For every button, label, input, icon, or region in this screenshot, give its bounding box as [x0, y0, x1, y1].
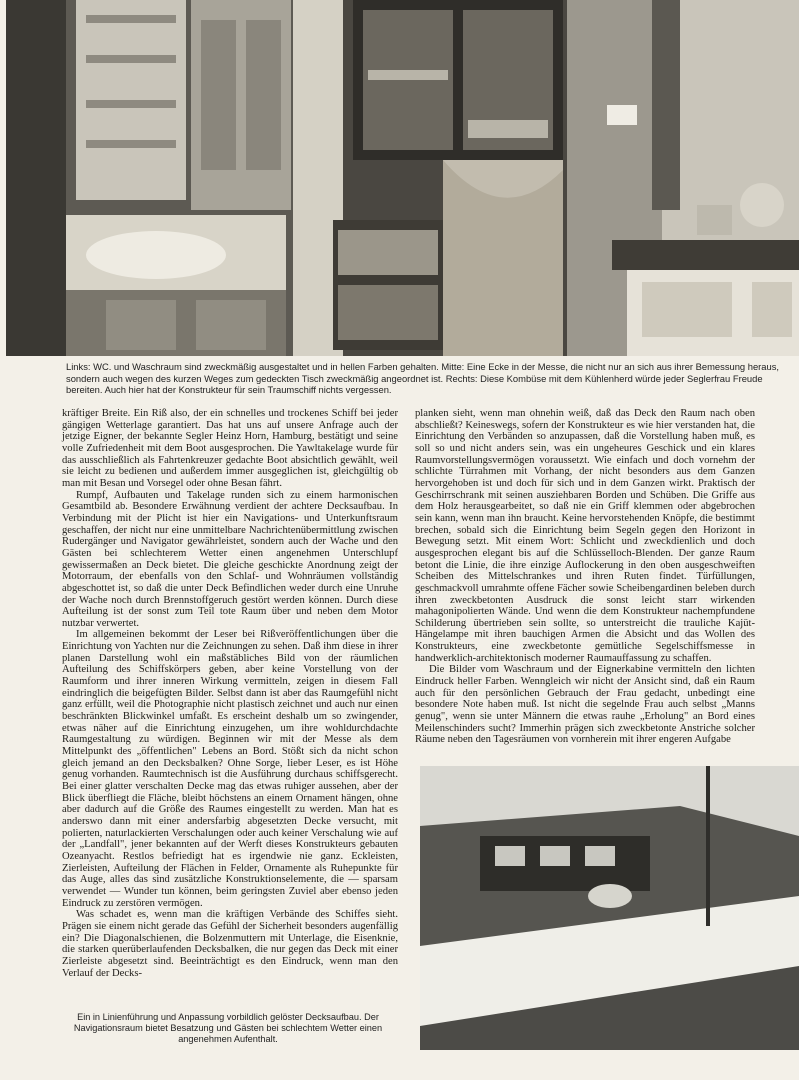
paragraph: Rumpf, Aufbauten und Takelage runden sich zu einem harmonischen Gesamtbild ab. Besondere Erwähnung verdient der achtere Decksaufbau. In Verbindung mit der Plicht ist hier ein Navigations- und Unterkunftsraum geschaffen, der nicht nur eine unmittelbare Nachrichtenübermittlung zwischen Rudergänger und Navigator gewährleistet, sondern auch der Wache und den Gästen bei schlechterem Wetter einen angenehmen Unterschlupf gewissermaßen an Deck bietet. Die gleiche geschickte Anordnung zeigt der Motorraum, der ebenfalls von den Schlaf- und Wohnräumen vollständig abgeschottet ist, so daß die unter Deck Befindlichen weder durch eine Unruhe der Wache noch durch Brennstoffgeruch gestört werden können. Durch diese Aufteilung ist der sonst zum Teil tote Raum über und neben dem Motor nutzbar verwertet. — [62, 489, 398, 629]
paragraph: planken sieht, wenn man ohnehin weiß, daß das Deck den Raum nach oben abschließt? Keineswegs, sofern der Konstrukteur es wie hier verstanden hat, die Einrichtung den Verbänden so anzupassen, daß die Vorstellung haben muß, es soll so und nicht anders sein, was ein ungeheures Geschick und ein klares Raumvorstellungsvermögen voraussetzt. Wie einfach und doch vornehm der schlichte Türrahmen mit Vorhang, der nicht besonders aus dem Ganzen hervorgehoben ist und doch für sich und in dem Ganzen wirkt. Praktisch der Geschirrschrank mit seinen ausziehbaren Borden und Schüben. Die Griffe aus dem Holz herausgearbeitet, so daß nie ein Griff klemmen oder abgebrochen sein kann, wenn man ihn braucht. Keine hervorstehenden Knöpfe, die bestimmt brechen, sobald sich die Einrichtung beim Segeln gegen den Horizont in Bewegung setzt. Mit einem Wort: Schlicht und zweckdienlich und doch ausgesprochen elegant bis auf die Schlüsselloch-Blenden. Der ganze Raum betont die Linie, die ihre einzige Auflockerung in den oben ausgeschweiften Scheiben des Mittelschrankes und ihren Ruten findet. Türfüllungen, geschmackvoll umrahmte offene Fächer sowie Scheibengardinen beleben durch ihren zweckbetonten Ausdruck die sonst leicht starr wirkenden mahagonipolierten Wände. Und wenn die dem Konstrukteur nachempfundene Schilderung übertrieben sein sollte, so unterstreicht die trauliche Kajüt-Hängelampe mit ihren bauchigen Armen die Absicht und das Wollen des Konstrukteurs, eine zweckbetonte gemütliche Segelschiffsmesse in handwerklich-architektonisch moderner Raumauffassung zu schaffen. — [415, 408, 755, 664]
top-photo-caption: Links: WC. und Waschraum sind zweckmäßig ausgestaltet und in hellen Farben gehalten. Mitte: Eine Ecke in der Messe, die nicht nur an sich aus ihrer Bemessung heraus, sondern auch wegen des kurzen Weges zum gedeckten Tisch zweckmäßig angeordnet ist. Rechts: Diese Kombüse mit dem Kühlenherd würde jeder Seglerfrau Freude bereiten. Auch hier hat der Konstrukteur für sein Traumschiff nichts vergessen. — [66, 361, 780, 396]
galley-photo — [567, 0, 799, 356]
bottom-photo-caption: Ein in Linienführung und Anpassung vorbildlich gelöster Decksaufbau. Der Navigationsraum bietet Besatzung und Gästen bei schlechtem Wetter einen angenehmen Aufenthalt. — [73, 1012, 383, 1045]
left-text-column — [62, 408, 398, 979]
washroom-photo — [6, 0, 293, 356]
paragraph: Was schadet es, wenn man die kräftigen Verbände des Schiffes sieht. Prägen sie einem nicht gerade das Gefühl der Sicherheit besonders augenfällig ein? Die Diagonalschienen, die Bolzenmuttern mit Unterlage, die Eisenknie, die starken querüberlaufenden Decksbalken, die nur gegen das Deck mit einer Zierleiste abgesetzt sind. Beeinträchtigt es den Eindruck, wenn man den Verlauf der Decks- — [62, 909, 398, 979]
paragraph: Die Bilder vom Waschraum und der Eignerkabine vermitteln den lichten Eindruck heller Farben. Wenngleich wir nicht der Ansicht sind, daß ein Raum auch für den persönlichen Gebrauch der Frau gedacht, unbedingt eine besondere Note haben muß. Ist nicht die segelnde Frau auch selbst „Manns genug", wenn sie unter Männern die etwas rauhe „Erholung" an Bord eines Meilenschinders sucht? Immerhin prägen sich zweckbetonte Anstriche solcher Räume neben den Tagesräumen von vornherein mit ihrer engeren Aufgabe — [415, 664, 755, 746]
paragraph: Im allgemeinen bekommt der Leser bei Rißveröffentlichungen über die Einrichtung von Yachten nur die Zeichnungen zu sehen. Daß ihm diese in ihrer planen Darstellung wohl ein maßstäbliches Bild von der räumlichen Aufteilung des Schiffskörpers geben, aber keine Vorstellung von der Raumform und ihrer inneren Wirkung vermitteln, zeigen in diesem Fall eindringlich die beigefügten Bilder. Selbst dann ist aber das Raumgefühl nicht ganz erfüllt, weil die Photographie nicht plastisch zeichnet und auch nur einen beschränkten Blickwinkel umfaßt. Es erscheint deshalb um so zwingender, etwas näher auf die Einrichtung einzugehen, um ihre wohldurchdachte Raumgestaltung zu würdigen. Beginnen wir mit der Messe als dem Mittelpunkt des „öffentlichen" Lebens an Bord. Stößt sich da nicht schon gleich jemand an den Decksbalken? Ohne Sorge, lieber Leser, es ist Höhe genug vorhanden. Raumtechnisch ist die Ausführung durchaus schiffsgerecht. Bei einer glatter verschalten Decke mag das etwas ruhiger aussehen, aber der Blick überfliegt die Fläche, bleibt höchstens an einem Ornament hängen, ohne aber dadurch auf die Größe des Raumes eingestellt zu werden. Man hat es anderswo dann mit einer andersfarbig abgesetzten Decke versucht, mit polierten, naturlackierten Verschalungen oder auch keiner Verschalung wie auf der „Landfall", jener bekannten auf der Werft dieses Konstrukteurs gebauten Ozeanyacht. Restlos befriedigt hat es irgendwie nie ganz. Eckleisten, Zierleisten, Aufteilung der Flächen in Felder, Ornamente als Ruhepunkte für das Auge, alles das sind zusätzliche Konstruktionselemente, die — sparsam verwendet — Wunder tun können, beim geringsten Zuviel aber ebenso jeden Eindruck zu zerstören vermögen. — [62, 629, 398, 909]
right-text-column — [415, 408, 755, 746]
mess-cabinet-photo — [293, 0, 567, 356]
paragraph: kräftiger Breite. Ein Riß also, der ein schnelles und trockenes Schiff bei jeder gängigen Wetterlage garantiert. Das hat uns auf unsere Anfrage auch der jetzige Eigner, der bekannte Segler Heinz Horn, Hamburg, bestätigt und seine volle Zufriedenheit mit dem Boot ausgesprochen. Die Yawltakelage wurde für das ausschließlich als Fahrtenkreuzer gedachte Boot absichtlich gewählt, weil sie leicht zu bedienen und außerdem immer ausgeglichen ist, gleichgültig ob man mit Besan und Vorsegel oder ohne Besan fährt. — [62, 408, 398, 489]
yacht-deck-photo — [420, 766, 799, 1050]
